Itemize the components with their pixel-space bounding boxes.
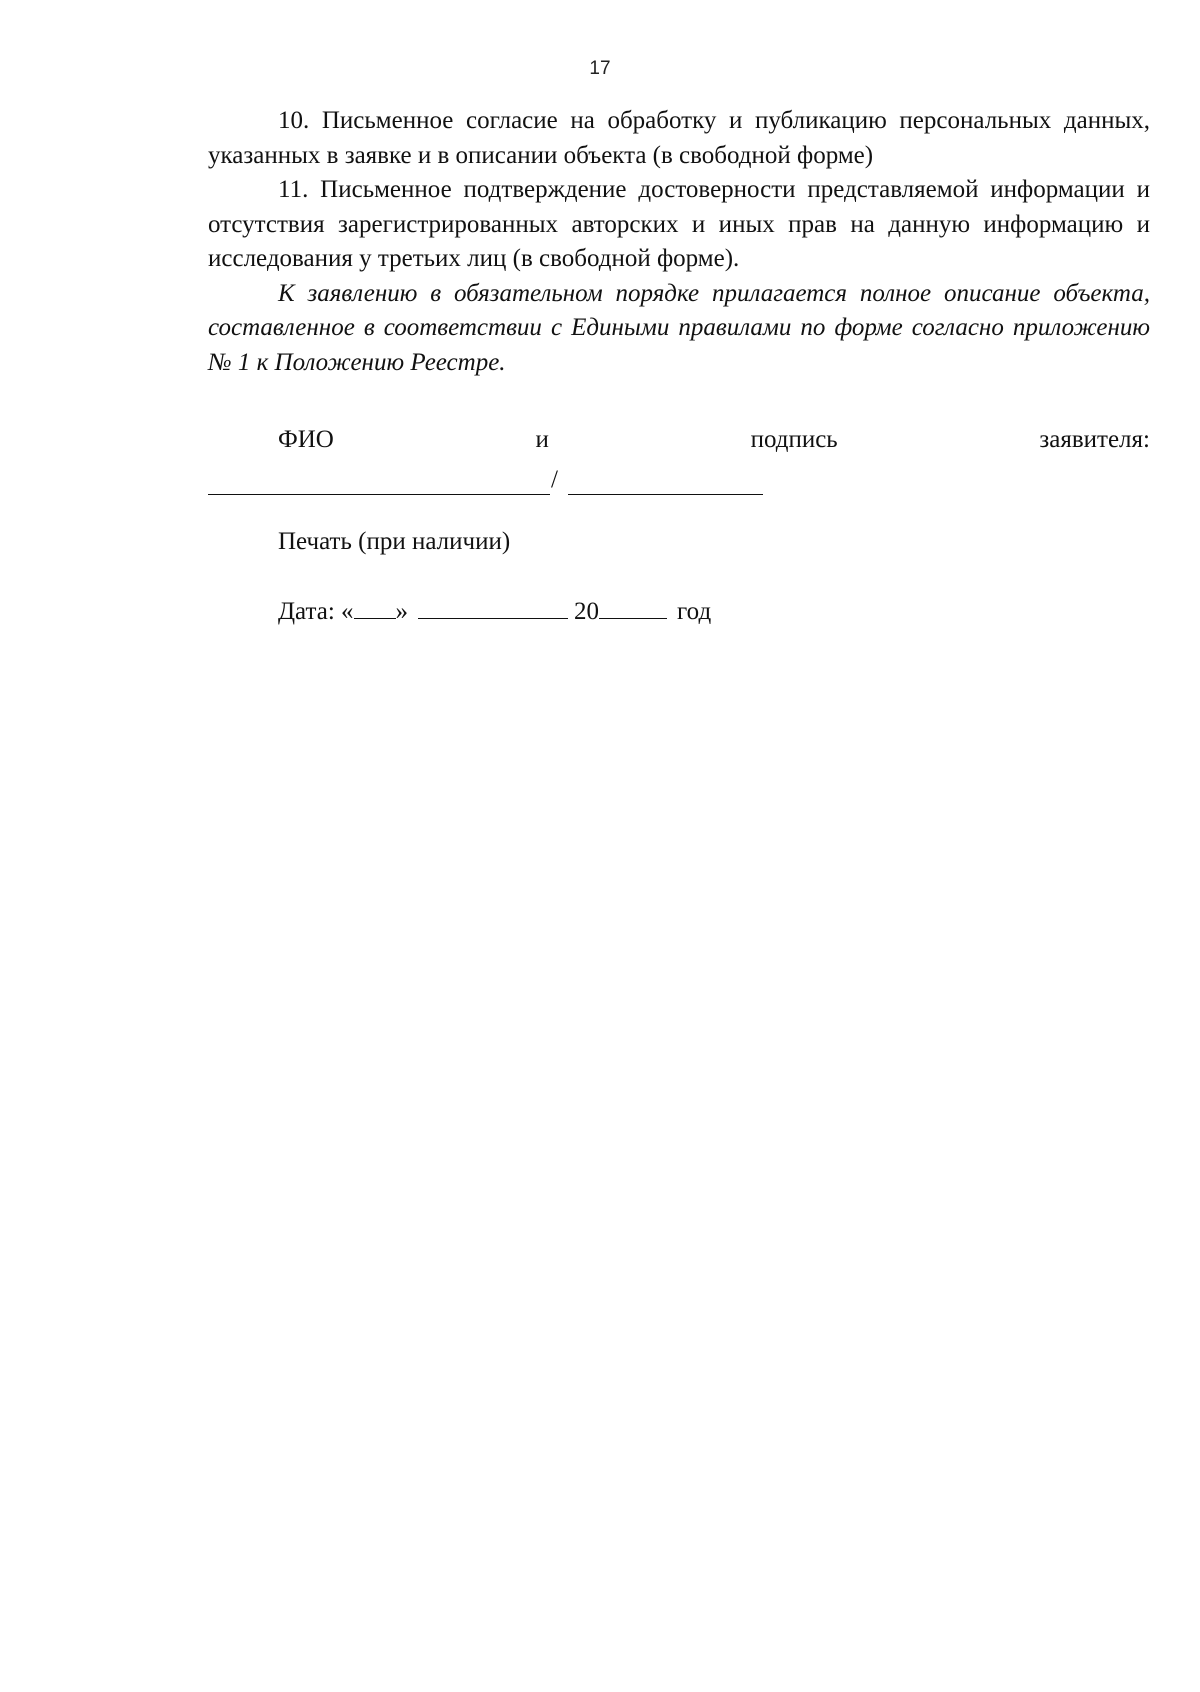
fio-blank-line: [208, 494, 550, 495]
applicant-label: заявителя:: [1039, 426, 1150, 453]
item-10-paragraph: 10. Письменное согласие на обработку и публикацию персональных данных, указанных в заявке и в описании объекта (в свободной форме): [208, 107, 1150, 169]
signature-blank-line: [568, 494, 763, 495]
fio-label: ФИО: [278, 426, 334, 453]
year-word: год: [677, 598, 712, 625]
document-body: [208, 104, 1150, 380]
year-century: 20: [574, 598, 600, 625]
page-number: 17: [589, 58, 611, 79]
day-blank: [354, 598, 396, 619]
month-blank: [418, 598, 568, 619]
signature-label: подпись: [750, 426, 838, 453]
attachment-note-paragraph: К заявлению в обязательном порядке прилагается полное описание объекта, составленное в соответствии с Едиными правилами по форме согласно приложению № 1 к Положению Реестре.: [208, 279, 1150, 376]
item-11-paragraph: 11. Письменное подтверждение достоверности представляемой информации и отсутствия зарегистрированных авторских и иных прав на данную информацию и исследования у третьих лиц (в свободной форме).: [208, 176, 1150, 272]
signature-blank-lines: [208, 464, 768, 496]
signature-separator: /: [551, 466, 558, 493]
stamp-label: Печать (при наличии): [278, 528, 511, 555]
date-close-quote: »: [395, 598, 409, 625]
date-line: [278, 598, 711, 626]
year-blank: [599, 598, 667, 619]
date-label: Дата: «: [278, 598, 354, 625]
and-label: и: [535, 426, 549, 453]
signature-caption-row: [208, 426, 1150, 454]
